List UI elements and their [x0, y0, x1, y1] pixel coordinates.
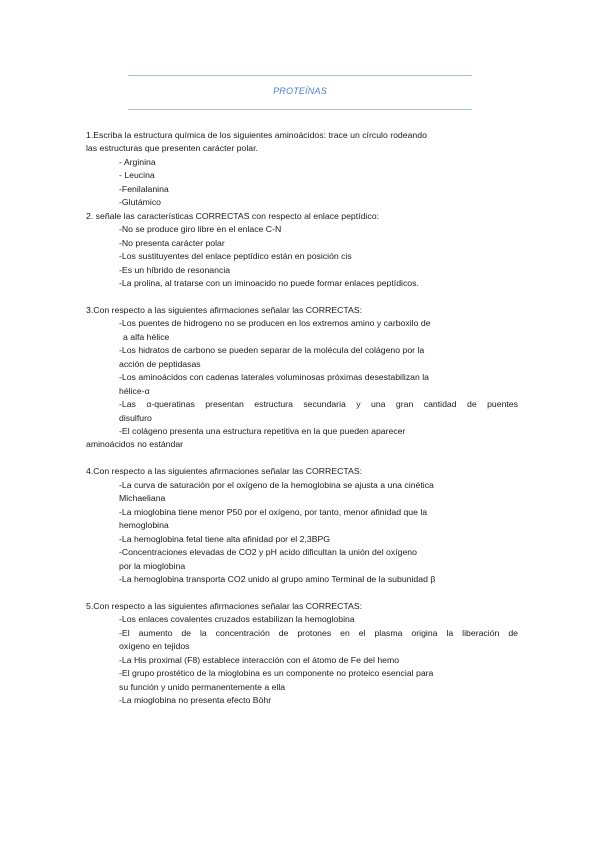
question-3	[86, 304, 518, 452]
statement: -La hemoglobina fetal tiene alta afinidad por el 2,3BPG	[119, 533, 331, 544]
statement-cont: Michaeliana	[119, 493, 166, 504]
question-4-stem: 4.Con respecto a las siguientes afirmaciones señalar las CORRECTAS:	[86, 466, 363, 477]
title-rule-top	[128, 75, 472, 76]
statement: -Concentraciones elevadas de CO2 y pH acido dificultan la unión del oxígeno	[119, 547, 417, 558]
statement: -El colágeno presenta una estructura repetitiva en la que pueden aparecer	[119, 426, 406, 437]
question-3-stem: 3.Con respecto a las siguientes afirmaciones señalar las CORRECTAS:	[86, 304, 363, 315]
statement-cont: su función y unido permanentemente a ella	[119, 681, 286, 692]
amino-acid-item: -Fenilalanina	[119, 183, 169, 194]
statement-cont: disulfuro	[119, 412, 152, 423]
statement-cont: acción de peptidasas	[119, 358, 201, 369]
spacer	[86, 290, 518, 304]
question-5	[86, 600, 518, 708]
statement: -El grupo prostético de la mioglobina es un componente no proteico esencial para	[119, 668, 434, 679]
question-1-stem: 1.Escriba la estructura química de los siguientes aminoácidos: trace un círculo rodeando	[86, 130, 427, 140]
statement-cont: a alfa hélice	[123, 331, 170, 342]
spacer	[86, 452, 518, 466]
page-title: PROTEÍNAS	[273, 86, 327, 96]
statement-cont: por la mioglobina	[119, 560, 186, 571]
statement: -No presenta carácter polar	[119, 237, 225, 248]
question-1-stem-cont: las estructuras que presenten carácter polar.	[86, 143, 258, 154]
statement: -La mioglobina tiene menor P50 por el oxígeno, por tanto, menor afinidad que la	[119, 506, 428, 517]
title-rule-bottom	[128, 109, 472, 110]
statement: -Los aminoácidos con cadenas laterales voluminosas próximas desestabilizan la	[119, 372, 430, 383]
statement: -La mioglobina no presenta efecto Böhr	[119, 695, 272, 706]
statement: -Es un híbrido de resonancia	[119, 264, 231, 275]
statement: -Los hidratos de carbono se pueden separar de la molécula del colágeno por la	[119, 345, 425, 356]
statement: -La prolina, al tratarse con un iminoacido no puede formar enlaces peptídicos.	[119, 277, 419, 288]
spacer	[86, 587, 518, 601]
statement: -La hemoglobina transporta CO2 unido al grupo amino Terminal de la subunidad β	[119, 574, 436, 585]
statement-cont: hemoglobina	[119, 520, 169, 531]
question-list	[86, 129, 518, 708]
question-2	[86, 210, 518, 291]
amino-acid-item: - Leucina	[119, 170, 155, 181]
question-4	[86, 465, 518, 586]
statement: -Los sustituyentes del enlace peptídico están en posición cis	[119, 251, 352, 262]
statement: -La curva de saturación por el oxígeno de la hemoglobina se ajusta a una cinética	[119, 479, 434, 490]
statement: -El aumento de la concentración de protones en el plasma origina la liberación de	[119, 627, 518, 638]
statement: -Las α-queratinas presentan estructura secundaria y una gran cantidad de puentes	[119, 399, 518, 410]
statement: -Los puentes de hidrogeno no se producen en los extremos amino y carboxilo de	[119, 318, 431, 329]
amino-acid-item: - Arginina	[119, 156, 156, 167]
statement-cont: aminoácidos no estándar	[86, 439, 184, 450]
amino-acid-item: -Glutámico	[119, 197, 161, 208]
statement-cont: hélice-α	[119, 385, 150, 396]
statement-cont: oxígeno en tejidos	[119, 641, 190, 652]
statement: -No se produce giro libre en el enlace C-N	[119, 224, 282, 235]
question-2-stem: 2. señale las características CORRECTAS con respecto al enlace peptídico:	[86, 210, 379, 221]
question-1	[86, 129, 518, 210]
question-5-stem: 5.Con respecto a las siguientes afirmaciones señalar las CORRECTAS:	[86, 601, 363, 611]
statement: -La His proximal (F8) establece interacción con el átomo de Fe del hemo	[119, 654, 400, 665]
statement: -Los enlaces covalentes cruzados estabilizan la hemoglobina	[119, 614, 355, 625]
